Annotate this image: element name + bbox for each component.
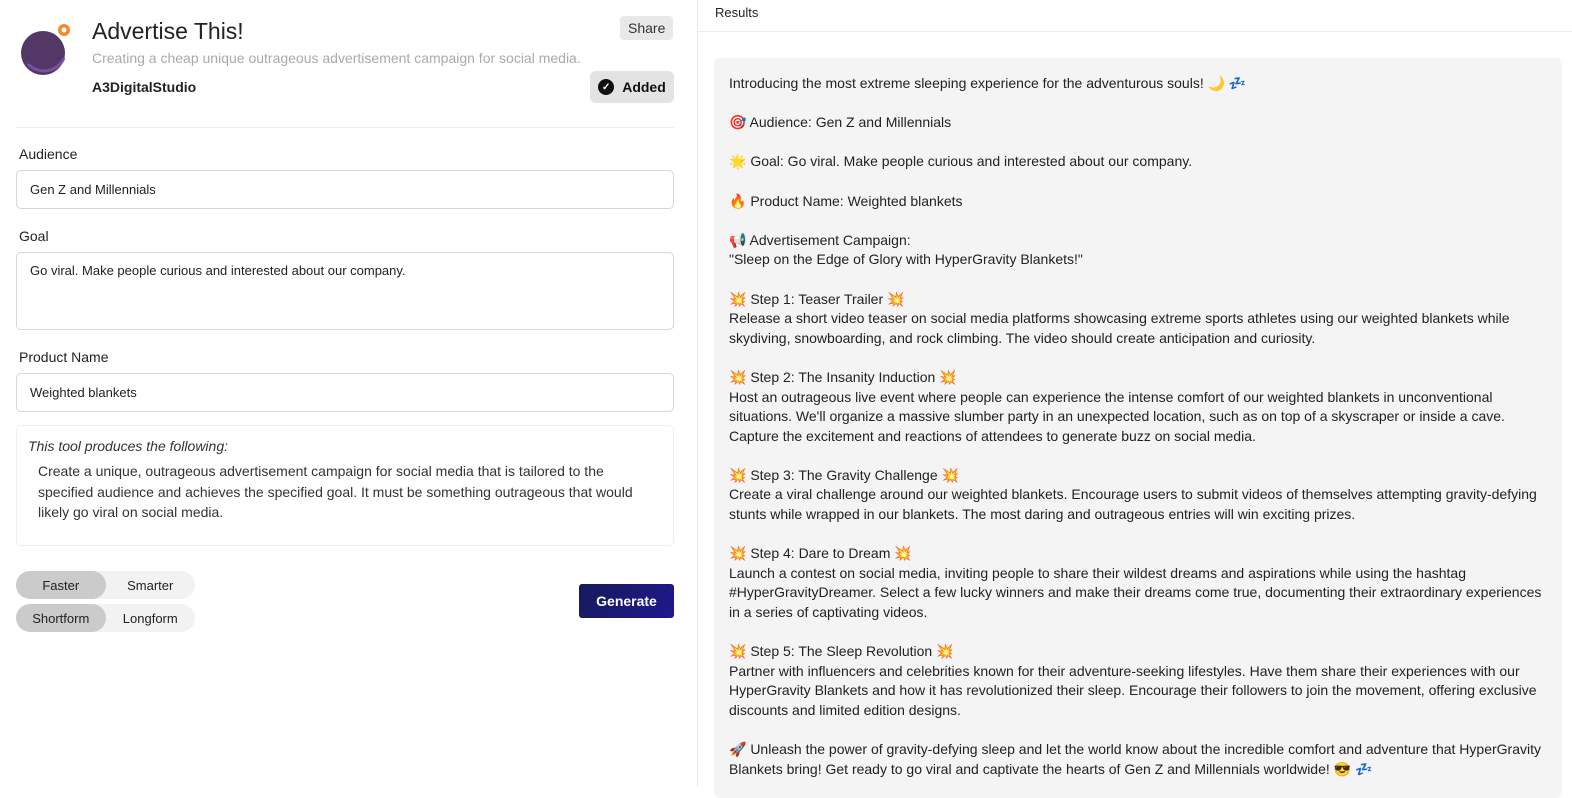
result-paragraph: 💥 Step 4: Dare to Dream 💥 Launch a contest on social media, inviting people to share their wildest dreams and aspirations while using the hashtag #HyperGravityDreamer. Select a few lucky winners and make their dreams come true, documenting their extraordinary experiences in a series of captivating videos. bbox=[729, 545, 1542, 621]
result-paragraph: 💥 Step 2: The Insanity Induction 💥 Host an outrageous live event where people can experience the intense comfort of our weighted blankets in unconventional situations. We'll organize a massive slumber party in an unexpected location, such as on top of a skyscraper or inside a cave. Capture the excitement and reactions of attendees to generate buzz on social media. bbox=[729, 368, 1505, 444]
faster-option[interactable]: Faster bbox=[16, 571, 106, 599]
speed-toggle[interactable] bbox=[16, 571, 195, 599]
added-button[interactable] bbox=[590, 71, 674, 103]
tool-description bbox=[16, 425, 674, 546]
result-paragraph: 💥 Step 1: Teaser Trailer 💥 Release a short video teaser on social media platforms showcasing extreme sports athletes using our weighted blankets while skydiving, snowboarding, and rock climbing. The video should create anticipation and curiosity. bbox=[729, 290, 1510, 346]
result-paragraph: 🔥 Product Name: Weighted blankets bbox=[729, 192, 963, 209]
length-toggle[interactable] bbox=[16, 604, 195, 632]
result-paragraph: 💥 Step 3: The Gravity Challenge 💥 Create a viral challenge around our weighted blankets. Encourage users to submit videos of themselves attempting gravity-defying stunts while wrapped in our blankets. The most daring and outrageous entries will win exciting prizes. bbox=[729, 466, 1537, 523]
result-paragraph: 🌟 Goal: Go viral. Make people curious and interested about our company. bbox=[729, 153, 1193, 170]
result-paragraph: 📢 Advertisement Campaign: "Sleep on the Edge of Glory with HyperGravity Blankets!" bbox=[729, 231, 1083, 268]
page-subtitle: Creating a cheap unique outrageous advertisement campaign for social media. bbox=[92, 50, 581, 66]
product-name-label: Product Name bbox=[19, 349, 109, 365]
check-circle-icon: ✓ bbox=[598, 79, 614, 95]
shortform-option[interactable]: Shortform bbox=[16, 604, 106, 632]
result-paragraph: 🚀 Unleash the power of gravity-defying sleep and let the world know about the incredible comfort and adventure that HyperGravity Blankets bring! Get ready to go viral and captivate the hearts of Gen Z and Millennials worldwide! 😎 💤 bbox=[729, 741, 1541, 777]
added-label: Added bbox=[622, 79, 666, 95]
generate-button[interactable]: Generate bbox=[579, 584, 674, 618]
divider bbox=[16, 127, 674, 128]
audience-label: Audience bbox=[19, 146, 78, 162]
goal-textarea[interactable] bbox=[16, 252, 674, 330]
author-name[interactable]: A3DigitalStudio bbox=[92, 79, 197, 95]
result-paragraph: 🎯 Audience: Gen Z and Millennials bbox=[729, 114, 952, 131]
bomb-logo-icon bbox=[20, 20, 74, 76]
share-button[interactable]: Share bbox=[620, 16, 673, 40]
page-title: Advertise This! bbox=[92, 18, 244, 44]
description-body: Create a unique, outrageous advertisement campaign for social media that is tailored to the specified audience and achieves the specified goal. It must be something outrageous that would likely go viral on social media. bbox=[38, 463, 633, 520]
audience-input[interactable] bbox=[16, 170, 674, 209]
product-name-input[interactable] bbox=[16, 373, 674, 412]
smarter-option[interactable]: Smarter bbox=[127, 577, 174, 593]
tool-panel bbox=[0, 0, 698, 787]
results-heading: Results bbox=[715, 5, 759, 20]
description-heading: This tool produces the following: bbox=[28, 438, 228, 454]
goal-label: Goal bbox=[19, 228, 49, 244]
result-paragraph: 💥 Step 5: The Sleep Revolution 💥 Partner with influencers and celebrities known for their adventure-seeking lifestyles. Have them share their experiences with our HyperGravity Blankets and how it has revolutionized their sleep. Encourage their followers to join the movement, offering exclusive discounts and limited edition designs. bbox=[729, 643, 1537, 718]
longform-option[interactable]: Longform bbox=[122, 610, 178, 626]
results-output bbox=[714, 58, 1562, 798]
divider bbox=[698, 31, 1572, 32]
result-paragraph: Introducing the most extreme sleeping experience for the adventurous souls! 🌙 💤 bbox=[729, 75, 1247, 91]
